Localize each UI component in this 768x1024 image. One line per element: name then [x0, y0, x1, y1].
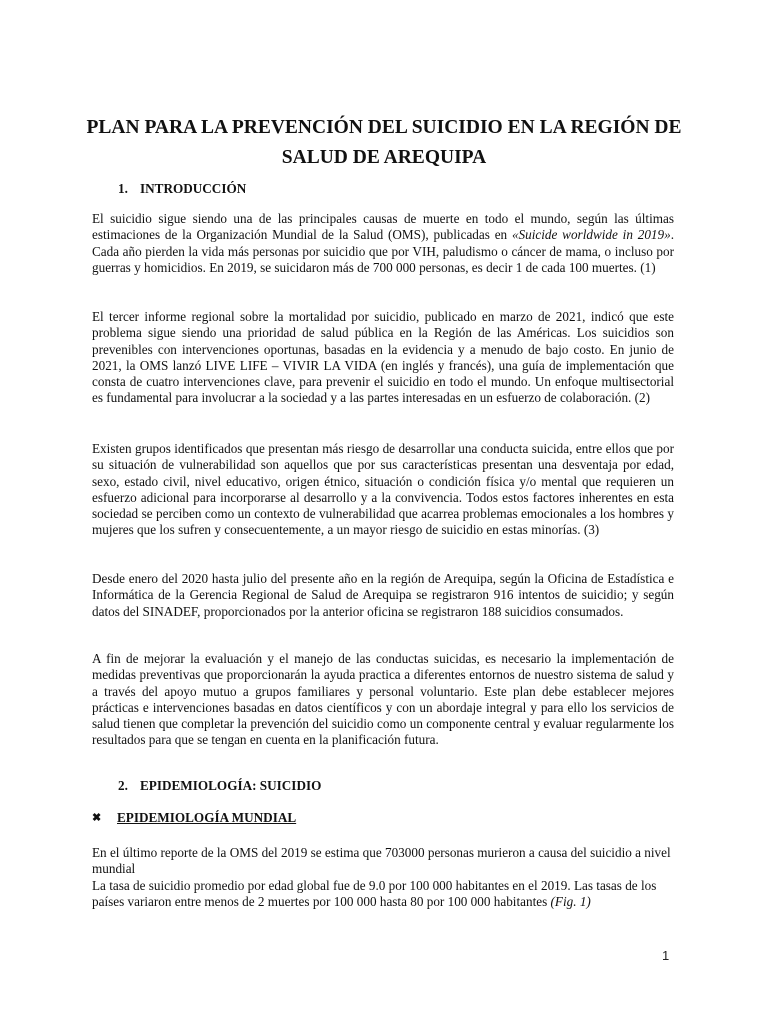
- paragraph-text: En el último reporte de la OMS del 2019 se estima que 703000 personas murieron a causa del suicidio a nivel mundial: [92, 845, 671, 877]
- figure-reference: (Fig. 1): [550, 893, 591, 909]
- section-number: 1.: [118, 181, 128, 196]
- epidemiology-paragraph: [92, 845, 674, 910]
- document-title: PLAN PARA LA PREVENCIÓN DEL SUICIDIO EN LA REGIÓN DE SALUD DE AREQUIPA: [86, 117, 682, 168]
- intro-paragraph-4: Desde enero del 2020 hasta julio del presente año en la región de Arequipa, según la Oficina de Estadística e Informática de la Gerencia Regional de Salud de Arequipa se registraron 916 intentos de suicidio; y según datos del SINADEF, proporcionados por la anterior oficina se registraron 188 suicidios consumados.: [92, 571, 674, 619]
- paragraph-text: El suicidio sigue siendo una de las principales causas de muerte en todo el mundo, según las últimas estimaciones de la Organización Mundial de la Salud (OMS), publicadas en: [92, 211, 674, 243]
- paragraph-text: La tasa de suicidio promedio por edad global fue de 9.0 por 100 000 habitantes en el 2019. Las tasas de los países variaron entre menos de 2 muertes por 100 000 hasta 80 por 100 000 habitantes: [92, 877, 657, 909]
- section-heading-epidemiologia: [118, 778, 321, 794]
- page-number: 1: [662, 948, 670, 963]
- paragraph-text: . Cada año pierden la vida más personas por suicidio que por VIH, paludismo o cáncer de mama, o incluso por guerras y homicidios. En 2019, se suicidaron más de 700 000 personas, es decir 1 de cada 100 muertes. (1): [92, 227, 674, 275]
- section-title: EPIDEMIOLOGÍA: SUICIDIO: [140, 778, 322, 793]
- subsection-heading-epidemiologia-mundial: [92, 810, 296, 826]
- publication-title: «Suicide worldwide in 2019»: [511, 227, 671, 243]
- section-title: INTRODUCCIÓN: [140, 181, 247, 196]
- intro-paragraph-1: [92, 211, 674, 276]
- intro-paragraph-3: Existen grupos identificados que presentan más riesgo de desarrollar una conducta suicida, entre ellos que por su situación de vulnerabilidad son aquellos que por sus características presentan una desventaja por edad, sexo, estado civil, nivel educativo, origen étnico, situación o condición física y/o mental que requieren un esfuerzo adicional para incorporarse al desarrollo y a la convivencia. Todos estos factores inherentes en esta sociedad se perciben como un contexto de vulnerabilidad que acarrea problemas emocionales a los hombres y mujeres que los sufren y consecuentemente, a un mayor riesgo de suicidio en estas minorías. (3): [92, 441, 674, 538]
- subsection-title: EPIDEMIOLOGÍA MUNDIAL: [117, 810, 297, 825]
- intro-paragraph-5: A fin de mejorar la evaluación y el manejo de las conductas suicidas, es necesario la implementación de medidas preventivas que proporcionarán la ayuda practica a diferentes entornos de nuestro sistema de salud y a través del apoyo mutuo a grupos familiares y personal voluntario. Este plan debe establecer mejores prácticas e intervenciones basadas en datos científicos y con un abordaje integral y para ello los servicios de salud tienen que completar la prevención del suicidio como un componente central y evaluar regularmente los resultados para que se tengan en cuenta en la planificación futura.: [92, 651, 674, 748]
- section-number: 2.: [118, 778, 128, 793]
- section-heading-introduccion: [118, 181, 246, 197]
- cross-bullet-icon: ✖: [92, 812, 102, 824]
- intro-paragraph-2: El tercer informe regional sobre la mortalidad por suicidio, publicado en marzo de 2021, indicó que este problema sigue siendo una prioridad de salud pública en la Región de las Américas. Los suicidios son prevenibles con intervenciones oportunas, basadas en la evidencia y a menudo de bajo costo. En junio de 2021, la OMS lanzó LIVE LIFE – VIVIR LA VIDA (en inglés y francés), una guía de implementación que consta de cuatro intervenciones clave, para prevenir el suicidio en todo el mundo. Un enfoque multisectorial es fundamental para involucrar a la sociedad y a las partes interesadas en un esfuerzo de colaboración. (2): [92, 309, 674, 406]
